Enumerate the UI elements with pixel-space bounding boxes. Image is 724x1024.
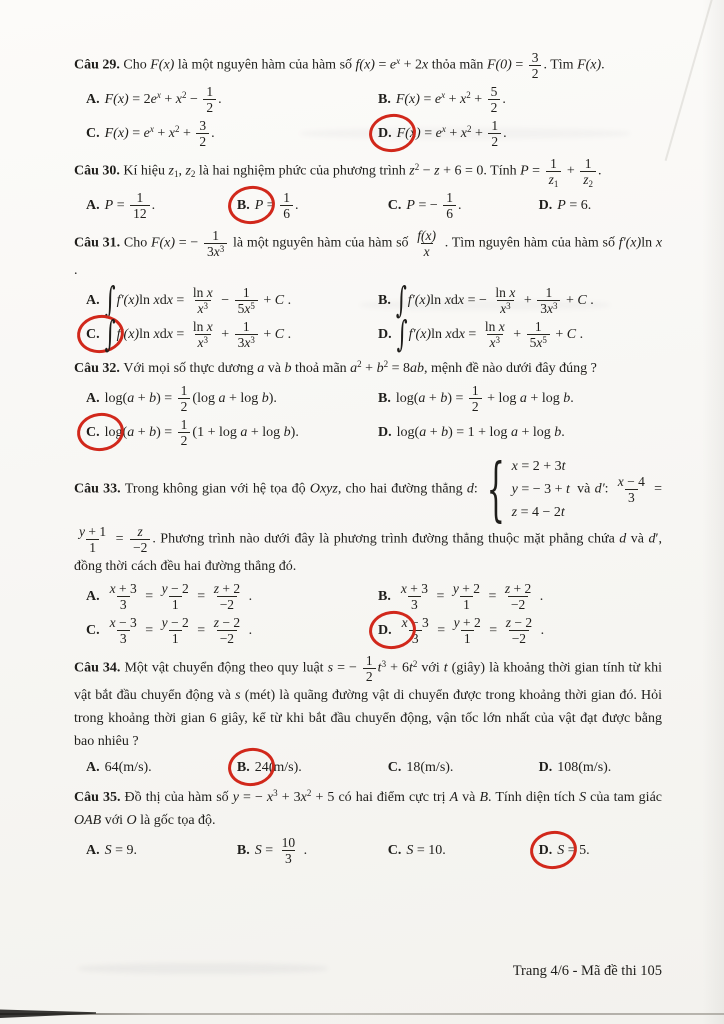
fraction: $\frac{1}{2}$ <box>488 118 501 149</box>
option-a <box>86 383 374 414</box>
option-letter: B. <box>378 390 391 406</box>
question-block <box>74 156 662 221</box>
answer-circle <box>86 421 105 444</box>
question-number: Câu 35. <box>74 790 125 805</box>
fraction: $\frac{1}{5x^5}$ <box>527 319 550 350</box>
questions-container <box>74 50 662 873</box>
fraction: $\frac{y + 2}{1}$ <box>452 581 480 612</box>
fraction: $\frac{10}{3}$ <box>281 835 296 866</box>
option-math: ∫f′(x)ln xdx = $\frac{\text{ln x}}{x^3}$ + $\frac{1}{5x^5}$ + C . <box>396 313 584 354</box>
fraction: $\frac{x - 4}{3}$ <box>617 474 645 505</box>
option-math: 64(m/s). <box>104 760 152 775</box>
option-b <box>378 84 660 115</box>
question-block <box>74 228 663 354</box>
question-block <box>74 448 663 646</box>
question-number: Câu 34. <box>74 660 125 676</box>
option-a <box>86 84 374 115</box>
option-math: P = 6. <box>557 198 592 213</box>
fraction: $\frac{3}{2}$ <box>196 118 209 149</box>
fraction: $\frac{1}{2}$ <box>363 653 376 684</box>
option-letter: D. <box>378 326 392 342</box>
option-d <box>539 194 666 217</box>
option-letter: B. <box>378 292 391 308</box>
option-math: 108(m/s). <box>557 760 612 775</box>
option-letter: B. <box>378 91 391 107</box>
fraction: $\frac{y - 2}{1}$ <box>161 581 189 612</box>
option-math: S = 5. <box>557 843 590 858</box>
option-a <box>86 756 233 779</box>
option-d <box>378 118 660 149</box>
fraction: $\frac{x - 3}{3}$ <box>401 615 429 646</box>
option-math: $\frac{x + 3}{3}$ = $\frac{y - 2}{1}$ = $\frac{z + 2}{-2}$ . <box>105 589 252 604</box>
option-letter: C. <box>86 326 100 342</box>
fraction: $\frac{1}{6}$ <box>443 190 456 221</box>
question-block <box>74 357 662 448</box>
answer-circle <box>539 839 558 862</box>
option-math: $F(x) = e^x + x^2$ + $\frac{3}{2}$ . <box>104 118 215 149</box>
option-letter: B. <box>236 760 250 775</box>
option-letter: D. <box>538 760 553 775</box>
options-grid <box>74 84 662 149</box>
option-math: $F(x) = 2e^x + x^2$ − $\frac{1}{2}$ . <box>104 84 222 115</box>
option-a <box>86 581 374 612</box>
options-grid <box>74 835 662 866</box>
fraction: $\frac{1}{3x^3}$ <box>537 285 560 316</box>
option-letter: A. <box>86 197 100 213</box>
option-math: $\frac{x - 3}{3}$ = $\frac{y - 2}{1}$ = $\frac{z - 2}{-2}$ . <box>105 623 252 638</box>
option-c <box>86 313 374 354</box>
option-a <box>86 190 233 221</box>
fraction: $\frac{z + 2}{-2}$ <box>504 581 532 612</box>
option-c <box>388 190 535 221</box>
question-number: Câu 31. <box>74 235 124 251</box>
option-math: S = $\frac{10}{3}$ . <box>254 835 308 866</box>
fraction: $\frac{\text{ln x}}{x^3}$ <box>484 319 505 350</box>
options-grid <box>74 581 662 646</box>
option-math: P = − $\frac{1}{6}$ . <box>406 190 462 221</box>
option-math: log(a + b) = $\frac{1}{2}$ (log a + log b). <box>104 383 277 414</box>
fraction: $\frac{z - 2}{-2}$ <box>213 615 241 646</box>
option-letter: D. <box>378 425 392 440</box>
option-letter: C. <box>86 125 100 141</box>
option-a <box>86 279 374 320</box>
question-stem: Câu 31. Cho F(x) = − $\frac{1}{3x^3}$ là một nguyên hàm của hàm số $\frac{f(x)}{x}$ . Tìm nguyên hàm của hàm số f′(x)ln x . <box>74 228 663 278</box>
option-letter: C. <box>387 197 402 213</box>
option-letter: A. <box>86 91 100 107</box>
option-letter: A. <box>86 390 100 406</box>
question-stem: Câu 29. Cho F(x) là một nguyên hàm của hàm số $f(x) = e^x + 2x$ thỏa mãn F(0) = $\frac{3}{2}$ . Tìm F(x). <box>74 50 605 81</box>
option-math: $F(x) = e^x + x^2$ + $\frac{5}{2}$ . <box>395 84 506 115</box>
option-math: ∫f′(x)ln xdx = $\frac{\text{ln x}}{x^3}$ + $\frac{1}{3x^3}$ + C . <box>104 313 292 354</box>
option-letter: A. <box>86 292 100 308</box>
question-stem: Câu 35. Đồ thị của hàm số y = − $x^3 + 3x^2 + 5$ có hai điểm cực trị A và B. Tính diện tích S của tam giác OAB với O là gốc tọa độ. <box>74 788 663 828</box>
option-math: log(a + b) = $\frac{1}{2}$ (1 + log a + log b). <box>104 417 299 448</box>
option-c <box>388 839 535 862</box>
option-math: S = 10. <box>406 843 446 858</box>
question-block <box>74 653 662 779</box>
option-letter: C. <box>387 843 402 858</box>
fraction: $\frac{1}{2}$ <box>178 417 191 448</box>
question-block <box>74 50 662 149</box>
option-math: $\frac{x + 3}{3}$ = $\frac{y + 2}{1}$ = $\frac{z + 2}{-2}$ . <box>396 589 543 604</box>
fraction: $\frac{x + 3}{3}$ <box>400 581 428 612</box>
options-grid <box>74 756 662 779</box>
option-letter: C. <box>86 622 100 638</box>
option-letter: B. <box>378 588 391 604</box>
option-b <box>237 756 384 779</box>
option-math: 24(m/s). <box>254 760 302 775</box>
option-letter: B. <box>236 197 250 213</box>
fraction: $\frac{1}{2}$ <box>469 383 482 414</box>
fraction: $\frac{\text{ln x}}{x^3}$ <box>495 285 516 316</box>
options-grid <box>74 383 662 448</box>
option-c <box>86 417 374 448</box>
answer-circle <box>237 194 255 217</box>
page-footer: Trang 4/6 - Mã đề thi 105 <box>512 963 662 979</box>
question-block <box>74 786 662 866</box>
answer-circle <box>237 756 255 779</box>
option-letter: A. <box>86 843 100 858</box>
fraction: $\frac{1}{5x^5}$ <box>235 285 258 316</box>
fraction: $\frac{1}{3x^3}$ <box>235 319 258 350</box>
option-letter: D. <box>538 198 553 213</box>
option-math: ∫f′(x)ln xdx = − $\frac{\text{ln x}}{x^3}$ + $\frac{1}{3x^3}$ + C . <box>395 279 594 320</box>
question-stem: Câu 32. Với mọi số thực dương a và b thoả mãn $a^2 + b^2 = 8ab$, mệnh đề nào dưới đây đúng ? <box>74 359 597 376</box>
question-stem: Câu 34. Một vật chuyển động theo quy luật s = − $\frac{1}{2}$ $t^3 + 6t^2$ với t (giây) là khoảng thời gian tính từ khi vật bắt đầu chuyển động và s (mét) là quãng đường vật di chuyển được trong khoảng thời gian đó. Hỏi trong khoảng thời gian 6 giây, kể từ khi bắt đầu chuyển động, vận tốc lớn nhất của vật đạt được bằng bao nhiêu ? <box>74 653 663 749</box>
question-stem: Câu 33. Trong không gian với hệ tọa độ Oxyz, cho hai đường thẳng d: { x = 2 + 3t y = − 3 + t z = 4 − 2t và d′: $\frac{x - 4}{3}$ = $\frac{y + 1}{1}$ = $\frac{z}{-2}$ . Phương trình nào dưới đây là phương trình đường thẳng thuộc mặt phẳng chứa d và d′, đồng thời cách đều hai đường thẳng đó. <box>74 448 663 574</box>
fraction: $\frac{1}{12}$ <box>130 190 150 221</box>
option-d <box>539 756 666 779</box>
option-c <box>86 118 374 149</box>
scan-edge-shadow <box>0 1008 96 1018</box>
option-math: $\frac{x - 3}{3}$ = $\frac{y + 2}{1}$ = $\frac{z - 2}{-2}$ . <box>397 623 544 638</box>
fraction: $\frac{y + 2}{1}$ <box>453 615 481 646</box>
option-letter: B. <box>236 842 250 858</box>
scan-crease <box>665 0 714 161</box>
options-grid <box>74 279 662 354</box>
option-b <box>237 835 384 866</box>
options-grid <box>74 190 662 221</box>
question-number: Câu 33. <box>74 481 125 497</box>
answer-circle <box>378 619 397 642</box>
question-stem: Câu 30. Kí hiệu $z_1$, $z_2$ là hai nghiệm phức của phương trình $z^2 - z + 6 = 0$. Tính P = $\frac{1}{z_1}$ + $\frac{1}{z_2}$ . <box>74 156 602 189</box>
option-b <box>378 279 660 320</box>
fraction: $\frac{1}{6}$ <box>280 190 293 221</box>
option-c <box>86 615 374 646</box>
option-math: log(a + b) = $\frac{1}{2}$ + log a + log b. <box>395 383 574 414</box>
option-math: ∫f′(x)ln xdx = $\frac{\text{ln x}}{x^3}$ − $\frac{1}{5x^5}$ + C . <box>104 279 292 320</box>
option-letter: A. <box>86 760 100 775</box>
option-b <box>378 581 660 612</box>
option-c <box>388 756 535 779</box>
option-letter: D. <box>378 125 392 141</box>
scan-edge-line <box>0 1013 724 1015</box>
question-number: Câu 32. <box>74 361 124 376</box>
option-d <box>539 839 666 862</box>
fraction: $\frac{1}{2}$ <box>178 383 191 414</box>
fraction: $\frac{x + 3}{3}$ <box>109 581 137 612</box>
option-math: S = 9. <box>104 843 138 858</box>
fraction: $\frac{1}{2}$ <box>203 84 216 115</box>
fraction: $\frac{3}{2}$ <box>529 50 542 81</box>
option-a <box>86 839 233 862</box>
option-b <box>237 190 384 221</box>
question-number: Câu 30. <box>74 163 124 179</box>
fraction: $\frac{y + 1}{1}$ <box>79 524 107 555</box>
fraction: $\frac{5}{2}$ <box>488 84 501 115</box>
option-d <box>378 313 660 354</box>
question-number: Câu 29. <box>74 57 124 73</box>
fraction: $\frac{\text{ln x}}{x^3}$ <box>192 319 213 350</box>
option-math: 18(m/s). <box>406 760 454 775</box>
option-b <box>378 383 660 414</box>
fraction: $\frac{x - 3}{3}$ <box>109 615 137 646</box>
option-math: log(a + b) = 1 + log a + log b. <box>396 425 565 440</box>
option-d <box>378 421 660 444</box>
option-math: P = $\frac{1}{12}$ . <box>104 190 156 221</box>
fraction: $\frac{z + 2}{-2}$ <box>213 581 241 612</box>
answer-circle <box>378 122 397 145</box>
fraction: $\frac{z}{-2}$ <box>130 524 150 555</box>
fraction: $\frac{\text{ln x}}{x^3}$ <box>192 285 213 316</box>
fraction: $\frac{f(x)}{x}$ <box>417 228 436 259</box>
option-letter: D. <box>538 843 553 858</box>
fraction: $\frac{1}{3x^3}$ <box>204 228 227 259</box>
fraction: $\frac{1}{z_2}$ <box>580 156 596 187</box>
bleed-through-smudge <box>78 963 328 974</box>
option-letter: C. <box>86 424 100 440</box>
option-d <box>378 615 660 646</box>
system-brace: { <box>486 448 506 531</box>
option-letter: C. <box>387 760 402 775</box>
option-letter: A. <box>86 588 100 604</box>
fraction: $\frac{y - 2}{1}$ <box>161 615 189 646</box>
equation-system: { x = 2 + 3t y = − 3 + t z = 4 − 2t <box>486 448 570 531</box>
fraction: $\frac{1}{z_1}$ <box>546 156 562 187</box>
option-math: P = $\frac{1}{6}$ . <box>254 190 299 221</box>
answer-circle <box>86 323 105 346</box>
option-math: $F(x) = e^x + x^2$ + $\frac{1}{2}$ . <box>396 118 507 149</box>
option-letter: D. <box>378 622 392 638</box>
fraction: $\frac{z - 2}{-2}$ <box>505 615 533 646</box>
